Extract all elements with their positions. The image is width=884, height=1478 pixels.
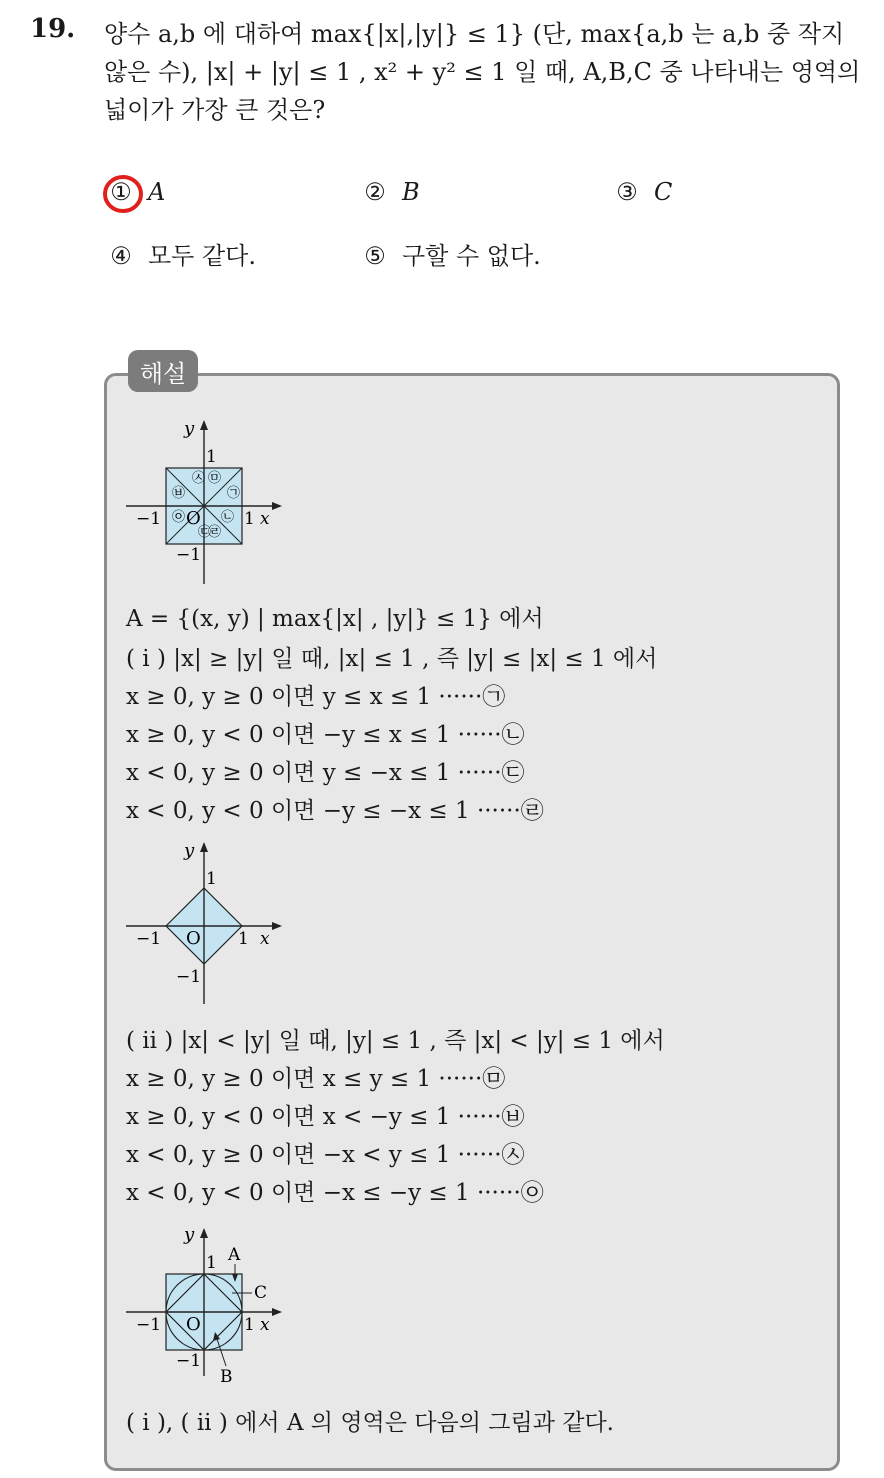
tick-neg1-x: −1 [136, 509, 162, 529]
choice-3[interactable] [614, 178, 672, 206]
tick-1-y: 1 [206, 1253, 217, 1273]
label-b: B [220, 1367, 233, 1387]
tick-1-x: 1 [244, 509, 255, 529]
origin-label: O [186, 508, 201, 529]
choice-2[interactable] [362, 178, 420, 206]
tick-neg1-y: −1 [176, 1351, 202, 1371]
tick-neg1-x: −1 [136, 929, 162, 949]
solution-line-a: A = {(x, y) | max{|x| , |y|} ≤ 1} 에서 [126, 606, 544, 632]
choice-1[interactable] [108, 178, 165, 206]
y-axis-label: y [184, 840, 195, 861]
y-axis-arrow-icon [200, 420, 208, 430]
choice-5[interactable] [362, 236, 541, 271]
case2-header: ( ii ) |x| < |y| 일 때, |y| ≤ 1 , 즉 |x| < |y| ≤ 1 에서 [126, 1028, 665, 1054]
choice-1-text: A [148, 178, 166, 206]
x-axis-arrow-icon [272, 502, 282, 510]
origin-label: O [186, 928, 201, 949]
question-line-1: 양수 a,b 에 대하여 max{|x|,|y|} ≤ 1} (단, max{a,b 는 a,b 중 작지 [104, 20, 845, 48]
tick-1-x: 1 [244, 1315, 255, 1335]
case1-line-2: x ≥ 0, y < 0 이면 −y ≤ x ≤ 1 ······㉡ [126, 722, 525, 748]
tick-neg1-y: −1 [176, 967, 202, 987]
x-axis-arrow-icon [272, 922, 282, 930]
case1-line-1: x ≥ 0, y ≥ 0 이면 y ≤ x ≤ 1 ······㉠ [126, 684, 506, 710]
solution-conclusion: ( i ), ( ii ) 에서 A 의 영역은 다음의 그림과 같다. [126, 1410, 614, 1436]
region-mark-4: ㉣ [208, 525, 222, 540]
tick-neg1-y: −1 [176, 545, 202, 565]
region-mark-2: ㉡ [221, 510, 235, 525]
case2-line-1: x ≥ 0, y ≥ 0 이면 x ≤ y ≤ 1 ······㉤ [126, 1066, 506, 1092]
choice-5-mark: ⑤ [364, 242, 386, 270]
case1-line-4: x < 0, y < 0 이면 −y ≤ −x ≤ 1 ······㉣ [126, 798, 544, 824]
x-axis-arrow-icon [272, 1308, 282, 1316]
tick-1-x: 1 [238, 929, 249, 949]
region-mark-6: ㉥ [172, 486, 186, 501]
tick-neg1-x: −1 [136, 1315, 162, 1335]
x-axis-label: x [260, 929, 270, 949]
choice-3-mark: ③ [616, 178, 638, 206]
choice-4-mark: ④ [110, 242, 132, 270]
question-line-3: 넓이가 가장 큰 것은? [104, 96, 326, 124]
region-mark-5: ㉤ [208, 471, 222, 486]
choice-2-mark: ② [364, 178, 386, 206]
graph-comparison [120, 1218, 290, 1390]
choice-4-text: 모두 같다. [148, 242, 256, 270]
case1-line-3: x < 0, y ≥ 0 이면 y ≤ −x ≤ 1 ······㉢ [126, 760, 525, 786]
choice-4[interactable] [108, 236, 256, 271]
x-axis-label: x [260, 509, 270, 529]
label-c: C [254, 1283, 268, 1303]
origin-label: O [186, 1314, 201, 1335]
y-axis-label: y [184, 1224, 195, 1245]
choice-5-text: 구할 수 없다. [402, 242, 541, 270]
x-axis-label: x [260, 1315, 270, 1335]
tick-1-y: 1 [206, 447, 217, 467]
label-a: A [228, 1245, 241, 1265]
case2-line-2: x ≥ 0, y < 0 이면 x < −y ≤ 1 ······㉥ [126, 1104, 525, 1130]
y-axis-label: y [184, 418, 195, 439]
case1-header: ( i ) |x| ≥ |y| 일 때, |x| ≤ 1 , 즉 |y| ≤ |x| ≤ 1 에서 [126, 646, 658, 672]
solution-tag: 해설 [128, 350, 198, 392]
region-mark-7: ㉦ [192, 471, 206, 486]
choice-3-text: C [654, 178, 673, 206]
region-mark-3: ㉢ [198, 525, 212, 540]
case2-line-4: x < 0, y < 0 이면 −x ≤ −y ≤ 1 ······㉧ [126, 1180, 544, 1206]
question-number: 19. [30, 14, 76, 44]
choice-2-text: B [402, 178, 420, 206]
y-axis-arrow-icon [200, 842, 208, 852]
tick-1-y: 1 [206, 869, 217, 889]
choice-1-mark: ① [110, 178, 132, 206]
y-axis-arrow-icon [200, 1228, 208, 1238]
case2-line-3: x < 0, y ≥ 0 이면 −x < y ≤ 1 ······㉦ [126, 1142, 525, 1168]
question-line-2: 않은 수), |x| + |y| ≤ 1 , x² + y² ≤ 1 일 때, A,B,C 중 나타내는 영역의 [104, 58, 861, 86]
region-mark-1: ㉠ [227, 486, 241, 501]
graph-square-regions [120, 410, 290, 590]
graph-diamond [120, 832, 290, 1012]
region-mark-8: ㉧ [172, 510, 186, 525]
